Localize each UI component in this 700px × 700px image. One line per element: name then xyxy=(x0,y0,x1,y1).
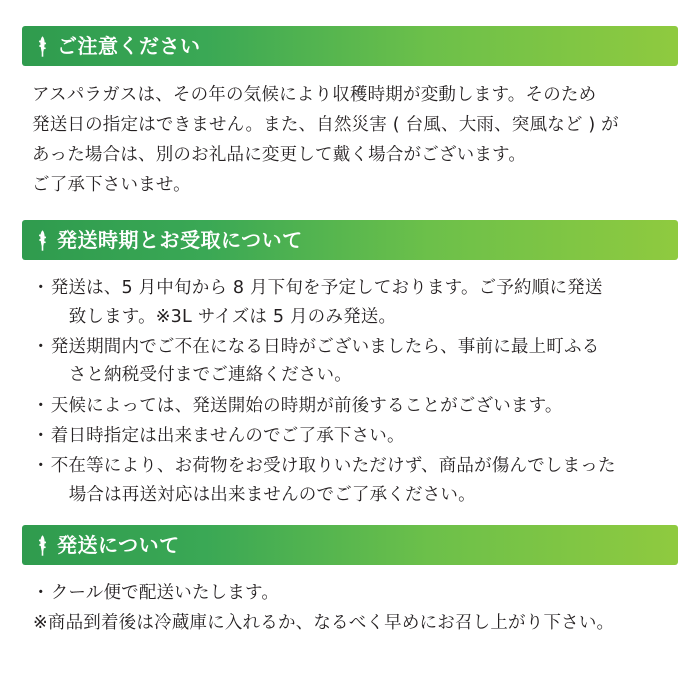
paragraph-line: あった場合は、別のお礼品に変更して戴く場合がございます。 xyxy=(32,145,527,166)
list-line: ※商品到着後は冷蔵庫に入れるか、なるべく早めにお召し上がり下さい。 xyxy=(33,613,615,634)
list-item-text xyxy=(51,422,670,450)
section-body-caution xyxy=(22,66,678,204)
list-line: 不在等により、お荷物をお受け取りいただけず、商品が傷んでしまった xyxy=(50,456,616,477)
list-item xyxy=(32,392,670,420)
list-item xyxy=(32,579,670,607)
list-marker: ・ xyxy=(32,278,50,299)
list-line: 着日時指定は出来ませんのでご了承下さい。 xyxy=(50,426,405,447)
section-body-shipping-schedule xyxy=(22,260,678,515)
list-item xyxy=(32,333,670,390)
list-line: 発送は、5 月中旬から 8 月下旬を予定しております。ご予約順に発送 xyxy=(50,278,603,299)
list-line: クール便で配送いたします。 xyxy=(50,583,280,604)
list-line: 致します。※3L サイズは 5 月のみ発送。 xyxy=(68,306,397,327)
section-header-shipping xyxy=(22,525,678,565)
list-marker: ・ xyxy=(32,426,50,447)
asparagus-icon xyxy=(36,534,49,556)
paragraph-line: ご了承下さいませ。 xyxy=(32,175,191,196)
list-marker: ・ xyxy=(32,395,50,416)
list-item-text xyxy=(51,452,670,509)
list-line: 場合は再送対応は出来ませんのでご了承ください。 xyxy=(68,484,476,505)
shipping-list xyxy=(32,579,670,638)
section-title: 発送について xyxy=(57,533,180,558)
list-line: 天候によっては、発送開始の時期が前後することがございます。 xyxy=(50,395,563,416)
list-item-text xyxy=(51,333,670,390)
list-item-text xyxy=(51,579,670,607)
section-header-shipping-schedule xyxy=(22,220,678,260)
caution-paragraph xyxy=(32,80,670,200)
paragraph-line: 発送日の指定はできません。また、自然災害 ( 台風、大雨、突風など ) が xyxy=(32,115,619,136)
section-header-caution xyxy=(22,26,678,66)
list-marker: ・ xyxy=(32,583,50,604)
paragraph-line: アスパラガスは、その年の気候により収穫時期が変動します。そのため xyxy=(32,85,597,105)
list-item xyxy=(32,609,670,637)
spacer xyxy=(22,515,678,525)
list-line: さと納税受付までご連絡ください。 xyxy=(68,365,352,386)
section-title: 発送時期とお受取について xyxy=(57,228,303,253)
list-item-text xyxy=(51,274,670,331)
list-item xyxy=(32,422,670,450)
section-title: ご注意ください xyxy=(57,34,201,58)
list-marker: ・ xyxy=(32,337,50,358)
section-body-shipping xyxy=(22,565,678,644)
list-item xyxy=(32,274,670,331)
spacer xyxy=(22,204,678,220)
list-item-text xyxy=(33,609,670,637)
list-marker: ・ xyxy=(32,456,50,477)
list-line: 発送期間内でご不在になる日時がございましたら、事前に最上町ふる xyxy=(50,337,600,358)
shipping-schedule-list xyxy=(32,274,670,509)
asparagus-icon xyxy=(36,35,49,57)
list-item xyxy=(32,452,670,509)
asparagus-icon xyxy=(36,229,49,251)
list-item-text xyxy=(51,392,670,420)
